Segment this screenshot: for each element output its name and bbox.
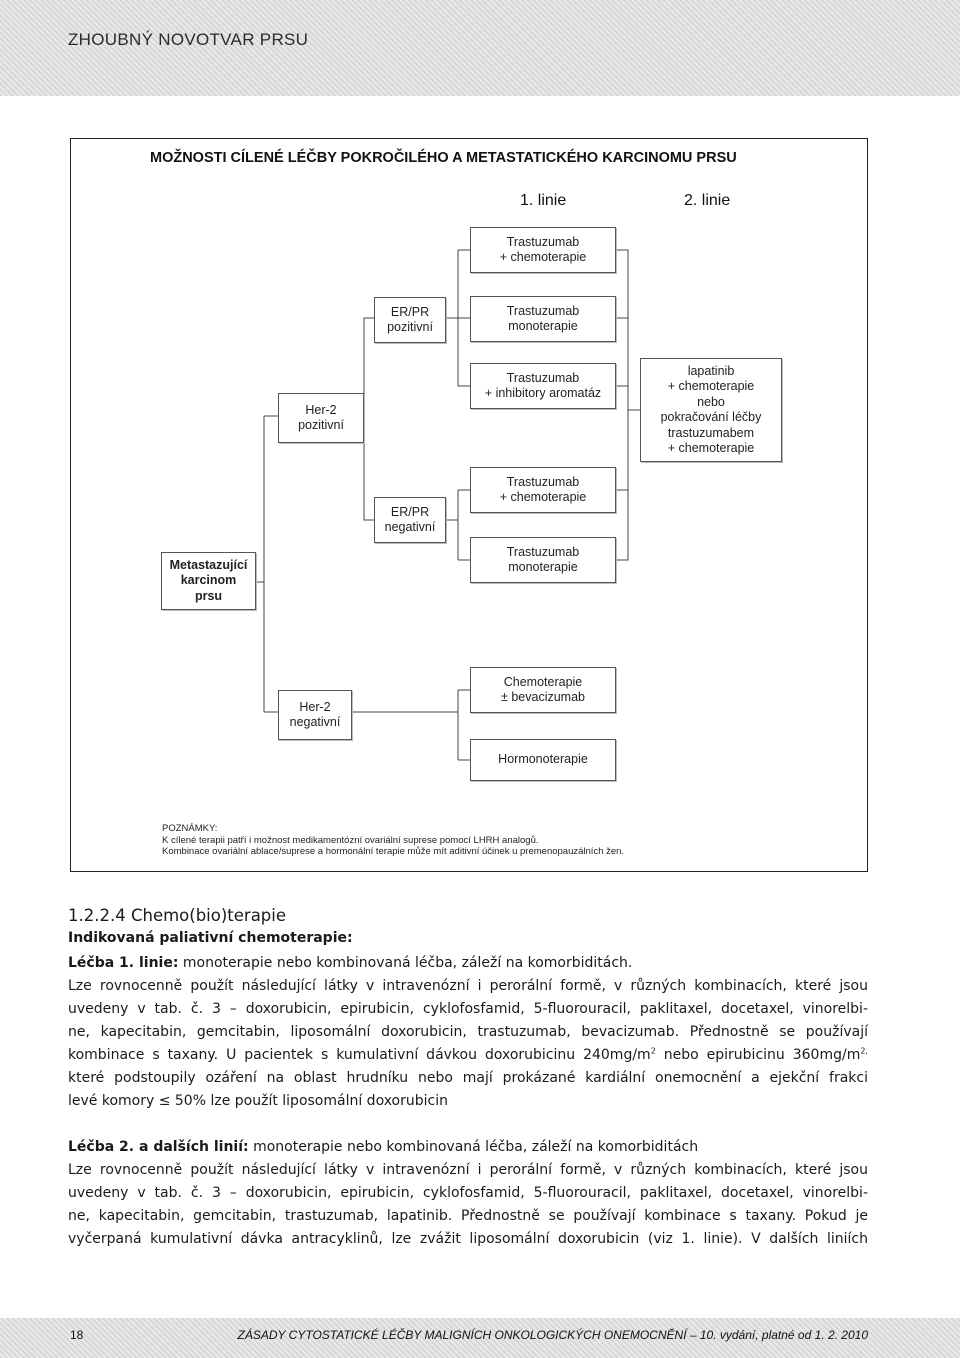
box-erpr-negative: ER/PR negativní — [374, 497, 446, 543]
paragraph-line: které podstoupily ozáření na oblast hrudníku nebo mají prokázané kardiální onemocnění a ejekční frakci — [68, 1070, 868, 1086]
paragraph-line: ne, kapecitabin, gemcitabin, liposomální doxorubicin, trastuzumab, bevacizumab. Přednostně se používají — [68, 1024, 868, 1040]
connector-erpr-pos — [364, 318, 374, 416]
box-metastatic-carcinoma: Metastazující karcinom prsu — [161, 552, 256, 610]
box-chemo-bevacizumab: Chemoterapie ± bevacizumab — [470, 667, 616, 713]
paragraph-line: Lze rovnocenně použít následující látky v intravenózní i perorální formě, v různých kombinacích, které jsou — [68, 1162, 868, 1178]
notes-line: K cílené terapii patří i možnost medikamentózní ovariální suprese pomocí LHRH analogů. — [162, 834, 539, 846]
superscript: 2 — [650, 1046, 656, 1056]
paragraph-line: Lze rovnocenně použít následující látky v intravenózní i perorální formě, v různých kombinacích, které jsou — [68, 978, 868, 994]
dosage-text-b: nebo epirubicinu 360mg/m — [655, 1047, 861, 1063]
paragraph-first-line-intro — [68, 952, 868, 975]
paragraph-line: vyčerpaná kumulativní dávka antracyklinů, lze zvážit liposomální doxorubicin (viz 1. linie). V dalších liniích — [68, 1231, 868, 1247]
box-trastuzumab-chemo-2: Trastuzumab + chemoterapie — [470, 467, 616, 513]
box-her2-positive: Her-2 pozitivní — [278, 393, 364, 443]
flowchart-title: MOŽNOSTI CÍLENÉ LÉČBY POKROČILÉHO A METASTATICKÉHO KARCINOMU PRSU — [150, 150, 737, 166]
box-hormonotherapy: Hormonoterapie — [470, 739, 616, 781]
second-line-text: monoterapie nebo kombinovaná léčba, záleží na komorbiditách — [248, 1139, 699, 1155]
box-her2-negative: Her-2 negativní — [278, 690, 352, 740]
paragraph-line-dosage — [68, 1044, 868, 1067]
box-trastuzumab-mono-2: Trastuzumab monoterapie — [470, 537, 616, 583]
box-trastuzumab-aromatase: Trastuzumab + inhibitory aromatáz — [470, 363, 616, 409]
box-second-line-lapatinib: lapatinib + chemoterapie nebo pokračování léčby trastuzumabem + chemoterapie — [640, 358, 782, 462]
paragraph-line: levé komory ≤ 50% lze použít liposomální doxorubicin — [68, 1093, 448, 1109]
box-trastuzumab-chemo-1: Trastuzumab + chemoterapie — [470, 227, 616, 273]
paragraph-line: ne, kapecitabin, gemcitabin, trastuzumab, lapatinib. Přednostně se používají kombinace s taxany. Pokud je — [68, 1208, 868, 1224]
running-header-title: ZHOUBNÝ NOVOTVAR PRSU — [68, 30, 309, 49]
first-line-label: Léčba 1. linie: — [68, 955, 179, 971]
first-line-text: monoterapie nebo kombinovaná léčba, záleží na komorbiditách. — [178, 955, 633, 971]
connector-2nd-e — [616, 490, 628, 560]
connector-2nd-d — [616, 410, 628, 490]
column-header-second-line: 2. linie — [684, 192, 731, 209]
column-header-first-line: 1. linie — [520, 192, 567, 209]
section-heading: 1.2.2.4 Chemo(bio)terapie — [68, 906, 287, 925]
section-1-2-2-4 — [68, 904, 868, 1251]
dosage-text-a: kombinace s taxany. U pacientek s kumulativní dávkou doxorubicinu 240mg/m — [68, 1047, 651, 1063]
notes-line: Kombinace ovariální ablace/suprese a hormonální terapie může mít aditivní účinek u premenopauzálních žen. — [162, 846, 625, 857]
box-erpr-positive: ER/PR pozitivní — [374, 297, 446, 343]
running-footer: ZÁSADY CYTOSTATICKÉ LÉČBY MALIGNÍCH ONKOLOGICKÝCH ONEMOCNĚNÍ – 10. vydání, platné od 1. 2. 2010 — [237, 1328, 868, 1342]
section-subheading: Indikovaná paliativní chemoterapie: — [68, 930, 353, 946]
second-line-label: Léčba 2. a dalších linií: — [68, 1139, 249, 1155]
paragraph-line: uvedeny v tab. č. 3 – doxorubicin, epirubicin, cyklofosfamid, 5-fluorouracil, paklitaxel, docetaxel, vinorelbi- — [68, 1185, 868, 1201]
connector-erpr-neg — [364, 416, 374, 520]
notes-heading: POZNÁMKY: — [162, 823, 218, 834]
superscript: 2, — [860, 1046, 868, 1056]
box-trastuzumab-mono-1: Trastuzumab monoterapie — [470, 296, 616, 342]
paragraph-line: uvedeny v tab. č. 3 – doxorubicin, epirubicin, cyklofosfamid, 5-fluorouracil, paklitaxel, docetaxel, vinorelbi- — [68, 1001, 868, 1017]
page-number: 18 — [70, 1328, 84, 1342]
paragraph-second-line-intro — [68, 1136, 868, 1159]
flowchart-notes — [162, 823, 624, 858]
